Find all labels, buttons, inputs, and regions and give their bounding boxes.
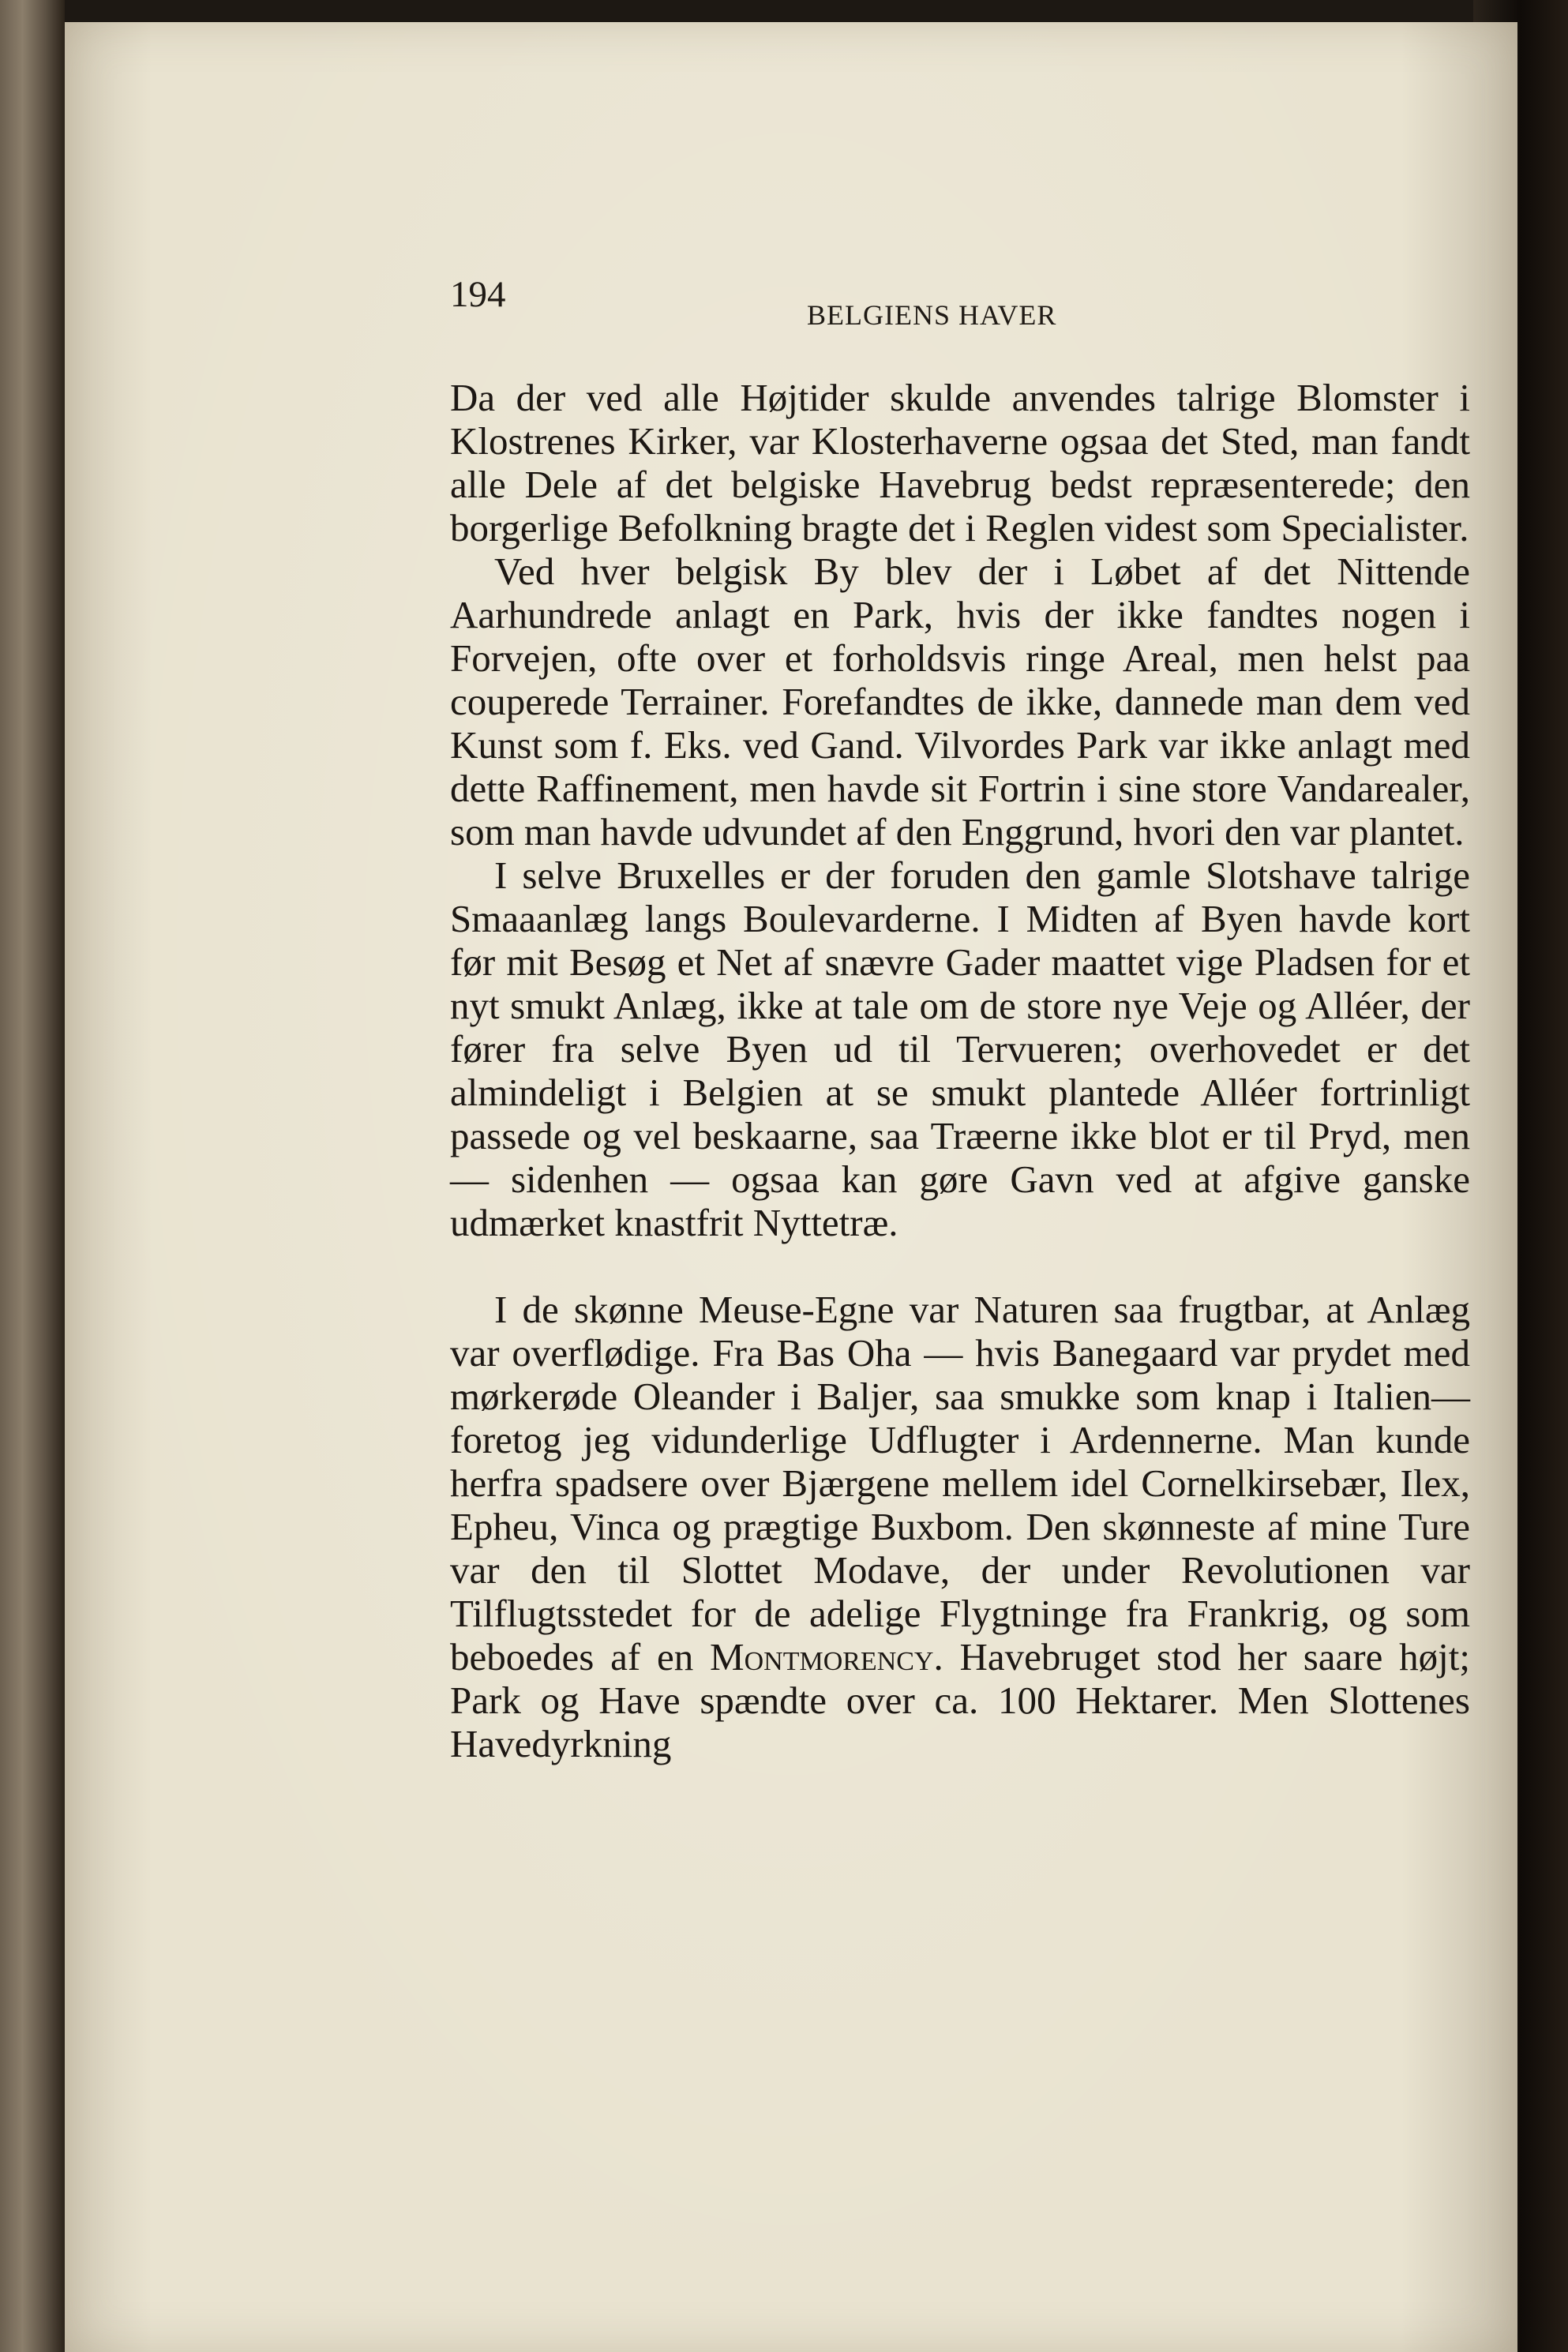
paragraph-2: Ved hver belgisk By blev der i Løbet af det Nittende Aarhundrede anlagt en Park, hvis der ikke fandtes nogen i Forvejen, ofte over et forholdsvis ringe Areal, men helst paa couperede Terrainer. Forefandtes de ikke, dannede man dem ved Kunst som f. Eks. ved Gand. Vilvordes Park var ikke anlagt med dette Raffinement, men havde sit Fortrin i sine store Vandarealer, som man havde udvundet af den Enggrund, hvori den var plantet. — [450, 550, 1470, 853]
paragraph-3: I selve Bruxelles er der foruden den gamle Slotshave talrige Smaaanlæg langs Boulevarderne. I Midten af Byen havde kort før mit Besøg et Net af snævre Gader maattet vige Pladsen for et nyt smukt Anlæg, ikke at tale om de store nye Veje og Alléer, der fører fra selve Byen ud til Tervueren; overhovedet er det almindeligt i Belgien at se smukt plantede Alléer fortrinligt passede og vel beskaarne, saa Træerne ikke blot er til Pryd, men — sidenhen — ogsaa kan gøre Gavn ved at afgive ganske udmærket knastfrit Nyttetræ. — [450, 853, 1470, 1244]
family-name: Montmorency. — [710, 1635, 943, 1679]
paragraph-4-text-b: Havebruget stod her saare højt; Park og Have spændte over ca. 100 Hektarer. Men Slottenes Havedyrkning — [450, 1635, 1470, 1765]
paragraph-4 — [450, 1288, 1470, 1765]
book-page — [65, 22, 1517, 2352]
body-text — [450, 376, 1470, 1765]
paragraph-4-text-a: I de skønne Meuse-Egne var Naturen saa frugtbar, at Anlæg var overflødige. Fra Bas Oha — hvis Banegaard var prydet med mørkerøde Oleander i Baljer, saa smukke som knap i Italien—foretog jeg vidunderlige Udflugter i Ardennerne. Man kunde herfra spadsere over Bjærgene mellem idel Cornelkirsebær, Ilex, Epheu, Vinca og prægtige Buxbom. Den skønneste af mine Ture var den til Slottet Modave, der under Revolutionen var Tilflugtsstedet for de adelige Flygtninge fra Frankrig, og som beboedes af en — [450, 1288, 1470, 1679]
paragraph-1: Da der ved alle Højtider skulde anvendes talrige Blomster i Klostrenes Kirker, var Klosterhaverne ogsaa det Sted, man fandt alle Dele af det belgiske Havebrug bedst repræsenterede; den borgerlige Befolkning bragte det i Reglen videst som Specialister. — [450, 376, 1470, 550]
running-head: BELGIENS HAVER — [807, 299, 1057, 331]
book-spine-edge — [0, 0, 65, 2352]
page-number: 194 — [450, 274, 506, 315]
